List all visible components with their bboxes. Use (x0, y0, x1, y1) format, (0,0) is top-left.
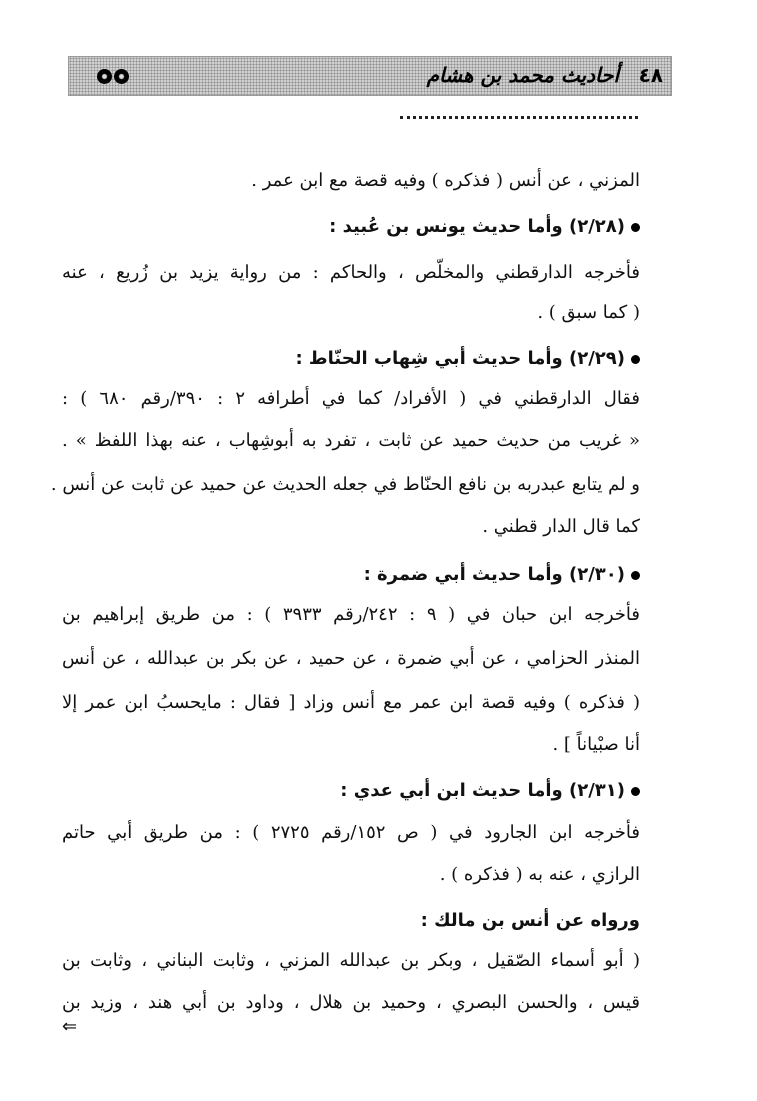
running-header (68, 56, 672, 96)
text-line (62, 646, 640, 672)
dotted-rule (400, 116, 638, 119)
line-text: أنا صبْياناً ] . (552, 734, 640, 755)
line-text: كما قال الدار قطني . (482, 516, 640, 537)
line-text: ( فذكره ) وفيه قصة ابن عمر مع أنس وزاد [ فقال : مايحسبُ ابن عمر إلا (62, 692, 640, 713)
text-line (62, 260, 640, 286)
text-line (62, 820, 640, 846)
line-text: و لم يتابع عبدربه بن نافع الحنّاط في جعله الحديث عن حميد عن ثابت عن أنس . (50, 474, 640, 495)
line-text: « غريب من حديث حميد عن ثابت ، تفرد به أبوشِهاب ، عنه بهذا اللفظ » . (62, 430, 640, 451)
section-heading (364, 562, 640, 588)
bullet-icon (631, 223, 640, 232)
text-line (62, 386, 640, 412)
text-line (62, 990, 640, 1016)
line-text: فأخرجه ابن حبان في ( ٩ : ٢٤٢/رقم ٣٩٣٣ ) : من طريق إبراهيم بن (62, 604, 641, 625)
bullet-icon (631, 355, 640, 364)
text-line (62, 948, 640, 974)
text-line (62, 428, 640, 454)
line-text: (٢/٣١) وأما حديث ابن أبي عدي : (340, 780, 625, 801)
bullet-icon (631, 787, 640, 796)
text-line (251, 168, 640, 194)
text-line (440, 862, 640, 888)
text-line (50, 472, 640, 498)
line-text: المنذر الحزامي ، عن أبي ضمرة ، عن حميد ، عن بكر بن عبدالله ، عن أنس (62, 648, 640, 669)
bullet-icon (631, 571, 640, 580)
line-text: (٢/٣٠) وأما حديث أبي ضمرة : (363, 564, 625, 585)
line-text: (٢/٢٩) وأما حديث أبي شِهاب الحنّاط : (295, 348, 625, 369)
section-heading (329, 214, 640, 240)
line-text: ورواه عن أنس بن مالك : (420, 910, 640, 931)
running-title: أحاديث محمد بن هشام (426, 63, 619, 87)
line-text: المزني ، عن أنس ( فذكره ) وفيه قصة مع ابن عمر . (251, 170, 640, 191)
line-text: فأخرجه الدارقطني والمخلّص ، والحاكم : من رواية يزيد بن زُريع ، عنه (62, 262, 640, 283)
continuation-arrow-icon: ⇐ (62, 1016, 78, 1037)
text-line (482, 514, 640, 540)
ornament-circle-icon (114, 69, 129, 84)
text-line (537, 300, 640, 326)
line-text: فأخرجه ابن الجارود في ( ص ١٥٢/رقم ٢٧٢٥ ) : من طريق أبي حاتم (62, 822, 641, 843)
section-heading (421, 908, 640, 934)
header-ornament (97, 69, 129, 84)
line-text: ( كما سبق ) . (537, 302, 640, 323)
line-text: فقال الدارقطني في ( الأفراد/ كما في أطرافه ٢ : ٣٩٠/رقم ٦٨٠ ) : (62, 388, 641, 409)
line-text: (٢/٢٨) وأما حديث يونس بن عُبيد : (329, 216, 625, 237)
section-heading (340, 778, 640, 804)
section-heading (295, 346, 640, 372)
text-line (552, 732, 640, 758)
ornament-circle-icon (97, 69, 112, 84)
line-text: قيس ، والحسن البصري ، وحميد بن هلال ، وداود بن أبي هند ، وزيد بن (62, 992, 640, 1013)
page-number: ٤٨ (638, 63, 663, 87)
line-text: ( أبو أسماء الصّقيل ، وبكر بن عبدالله المزني ، وثابت البناني ، وثابت بن (62, 950, 640, 971)
text-line (62, 690, 640, 716)
text-line (62, 602, 640, 628)
line-text: الرازي ، عنه به ( فذكره ) . (439, 864, 640, 885)
